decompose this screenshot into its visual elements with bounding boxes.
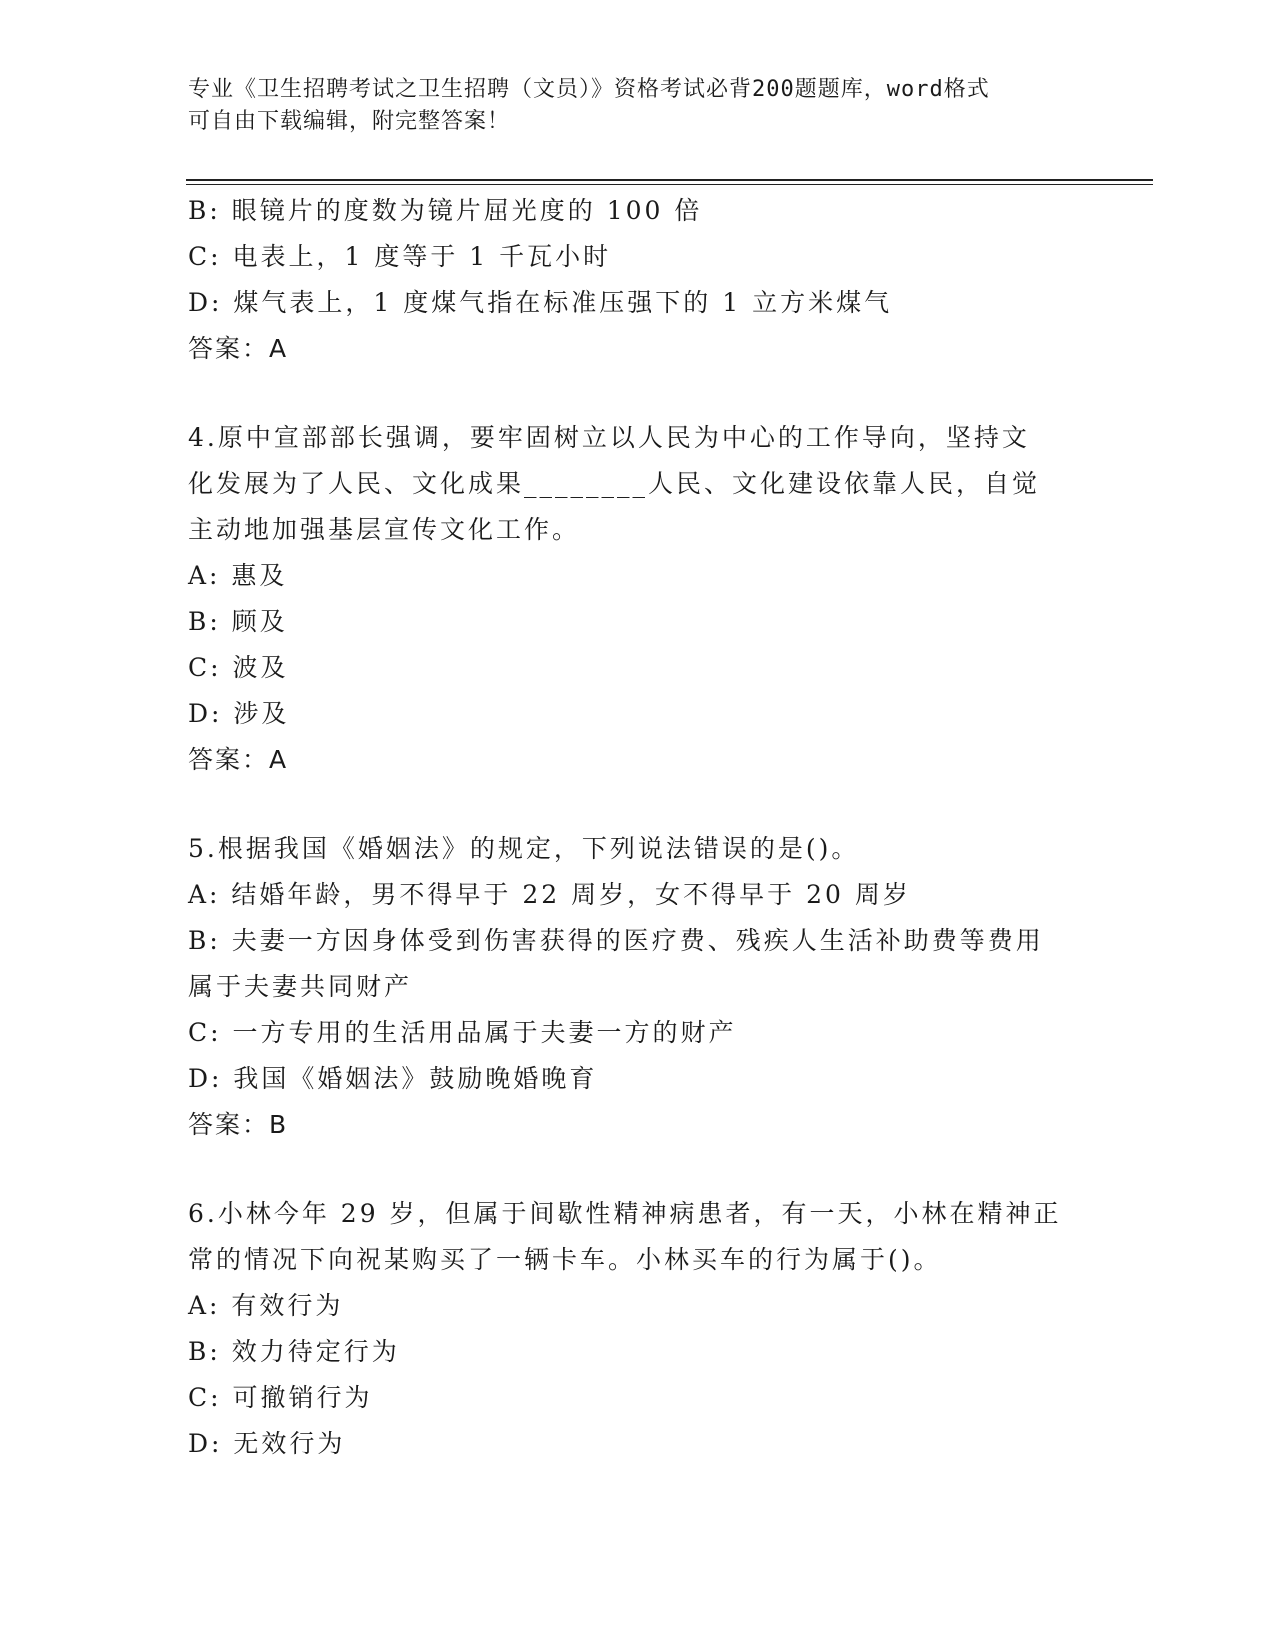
q3-option-b: B: 眼镜片的度数为镜片屈光度的 100 倍 <box>188 196 703 225</box>
q3-option-c: C: 电表上，1 度等于 1 千瓦小时 <box>188 242 612 271</box>
q3-option-d: D: 煤气表上，1 度煤气指在标准压强下的 1 立方米煤气 <box>188 288 893 317</box>
q5-option-a: A: 结婚年龄，男不得早于 22 周岁，女不得早于 20 周岁 <box>188 880 911 909</box>
question-4 <box>188 415 1088 783</box>
q6-option-c: C: 可撤销行为 <box>188 1383 373 1412</box>
question-5 <box>188 826 1088 1148</box>
document-header <box>188 74 1068 138</box>
q6-option-b: B: 效力待定行为 <box>188 1337 400 1366</box>
question-3-tail <box>188 188 1088 372</box>
q5-stem-line-1: 5.根据我国《婚姻法》的规定，下列说法错误的是()。 <box>188 834 860 863</box>
q6-stem-line-1: 6.小林今年 29 岁，但属于间歇性精神病患者，有一天，小林在精神正 <box>188 1199 1062 1228</box>
header-title-line-1: 专业《卫生招聘考试之卫生招聘（文员）》资格考试必背200题题库，word格式 <box>188 77 990 102</box>
q4-option-d: D: 涉及 <box>188 699 290 728</box>
q4-option-c: C: 波及 <box>188 653 289 682</box>
spacer <box>188 783 1088 826</box>
header-divider-thick <box>186 179 1153 181</box>
q5-answer: 答案：B <box>188 1110 289 1139</box>
question-content <box>188 188 1088 1467</box>
q6-stem-line-2: 常的情况下向祝某购买了一辆卡车。小林买车的行为属于()。 <box>188 1245 942 1274</box>
q4-option-a: A: 惠及 <box>188 561 288 590</box>
q5-option-b-line-1: B: 夫妻一方因身体受到伤害获得的医疗费、残疾人生活补助费等费用 <box>188 926 1044 955</box>
spacer <box>188 1148 1088 1191</box>
q4-option-b: B: 顾及 <box>188 607 288 636</box>
q5-option-d: D: 我国《婚姻法》鼓励晚婚晚育 <box>188 1064 598 1093</box>
q5-option-b-line-2: 属于夫妻共同财产 <box>188 972 413 1001</box>
header-title-line-2: 可自由下载编辑，附完整答案！ <box>188 109 511 134</box>
q5-option-c: C: 一方专用的生活用品属于夫妻一方的财产 <box>188 1018 737 1047</box>
spacer <box>188 372 1088 415</box>
q3-answer: 答案：A <box>188 334 289 363</box>
q6-option-d: D: 无效行为 <box>188 1429 346 1458</box>
q4-stem-line-2: 化发展为了人民、文化成果________人民、文化建设依靠人民，自觉 <box>188 469 1041 498</box>
q4-answer: 答案：A <box>188 745 289 774</box>
q4-stem-line-3: 主动地加强基层宣传文化工作。 <box>188 515 581 544</box>
q6-option-a: A: 有效行为 <box>188 1291 344 1320</box>
header-divider-thin <box>186 184 1153 185</box>
question-6 <box>188 1191 1088 1467</box>
q4-stem-line-1: 4.原中宣部部长强调，要牢固树立以人民为中心的工作导向，坚持文 <box>188 423 1030 452</box>
